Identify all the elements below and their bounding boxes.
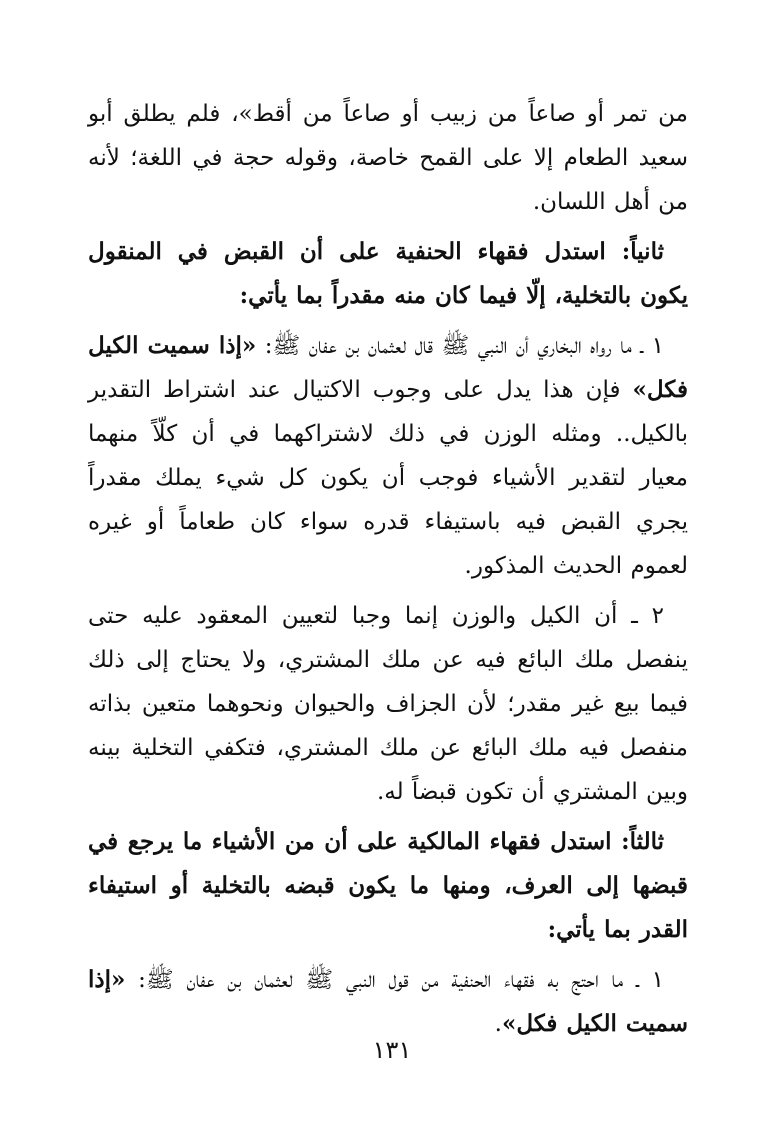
paragraph-1-text: من تمر أو صاعاً من زبيب أو صاعاً من أقط»، فلم يطلق أبو سعيد الطعام إلا على القمح خاصة، وقوله حجة في اللغة؛ لأنه من أهل اللسان. [88, 101, 688, 215]
paragraph-6-text-b: . [494, 1011, 502, 1037]
paragraph-6-text-a: ١ ـ ما احتج به فقهاء الحنفية من قول النبي ﷺ لعثمان بن عفان ﷺ: [125, 967, 664, 993]
paragraph-3-text-b: فإن هذا يدل على وجوب الاكتيال عند اشتراط التقدير بالكيل.. ومثله الوزن في ذلك لاشتراكهما في أن كلّاً منهما معيار لتقدير الأشياء فوجب أن يكون كل شيء يملك مقدراً يجري القبض فيه باستيفاء قدره سواء كان طعاماً أو غيره لعموم الحديث المذكور. [88, 377, 688, 579]
section-label-third: ثالثاً: [611, 828, 664, 855]
paragraph-3 [88, 324, 688, 588]
paragraph-2-text: استدل فقهاء الحنفية على أن القبض في المنقول يكون بالتخلية، إلّا فيما كان منه مقدراً بما يأتي: [88, 238, 688, 309]
paragraph-4-text: ٢ ـ أن الكيل والوزن إنما وجبا لتعيين المعقود عليه حتى ينفصل ملك البائع فيه عن ملك المشتري، ولا يحتاج إلى ذلك فيما بيع غير مقدر؛ لأن الجزاف والحيوان ونحوهما متعين بذاته منفصل فيه ملك البائع عن ملك المشتري، فتكفي التخلية بينه وبين المشتري أن تكون قبضاً له. [88, 603, 688, 805]
page-number: ١٣١ [372, 1036, 412, 1064]
paragraph-4 [88, 594, 688, 814]
paragraph-1 [88, 92, 688, 224]
hadith-quote: «إذا سميت الكيل فكل» [88, 332, 688, 403]
hadith-quote-2: «إذا سميت الكيل فكل» [88, 966, 688, 1037]
paragraph-5-heading [88, 820, 688, 952]
paragraph-5-text: استدل فقهاء المالكية على أن من الأشياء ما يرجع في قبضها إلى العرف، ومنها ما يكون قبضه بالتخلية أو استيفاء القدر بما يأتي: [88, 828, 688, 943]
paragraph-3-text-a: ١ ـ ما رواه البخاري أن النبي ﷺ قال لعثمان بن عفان ﷺ: [256, 333, 665, 359]
paragraph-6 [88, 958, 688, 1046]
section-label-second: ثانياً: [605, 238, 664, 265]
paragraph-2-heading [88, 230, 688, 318]
